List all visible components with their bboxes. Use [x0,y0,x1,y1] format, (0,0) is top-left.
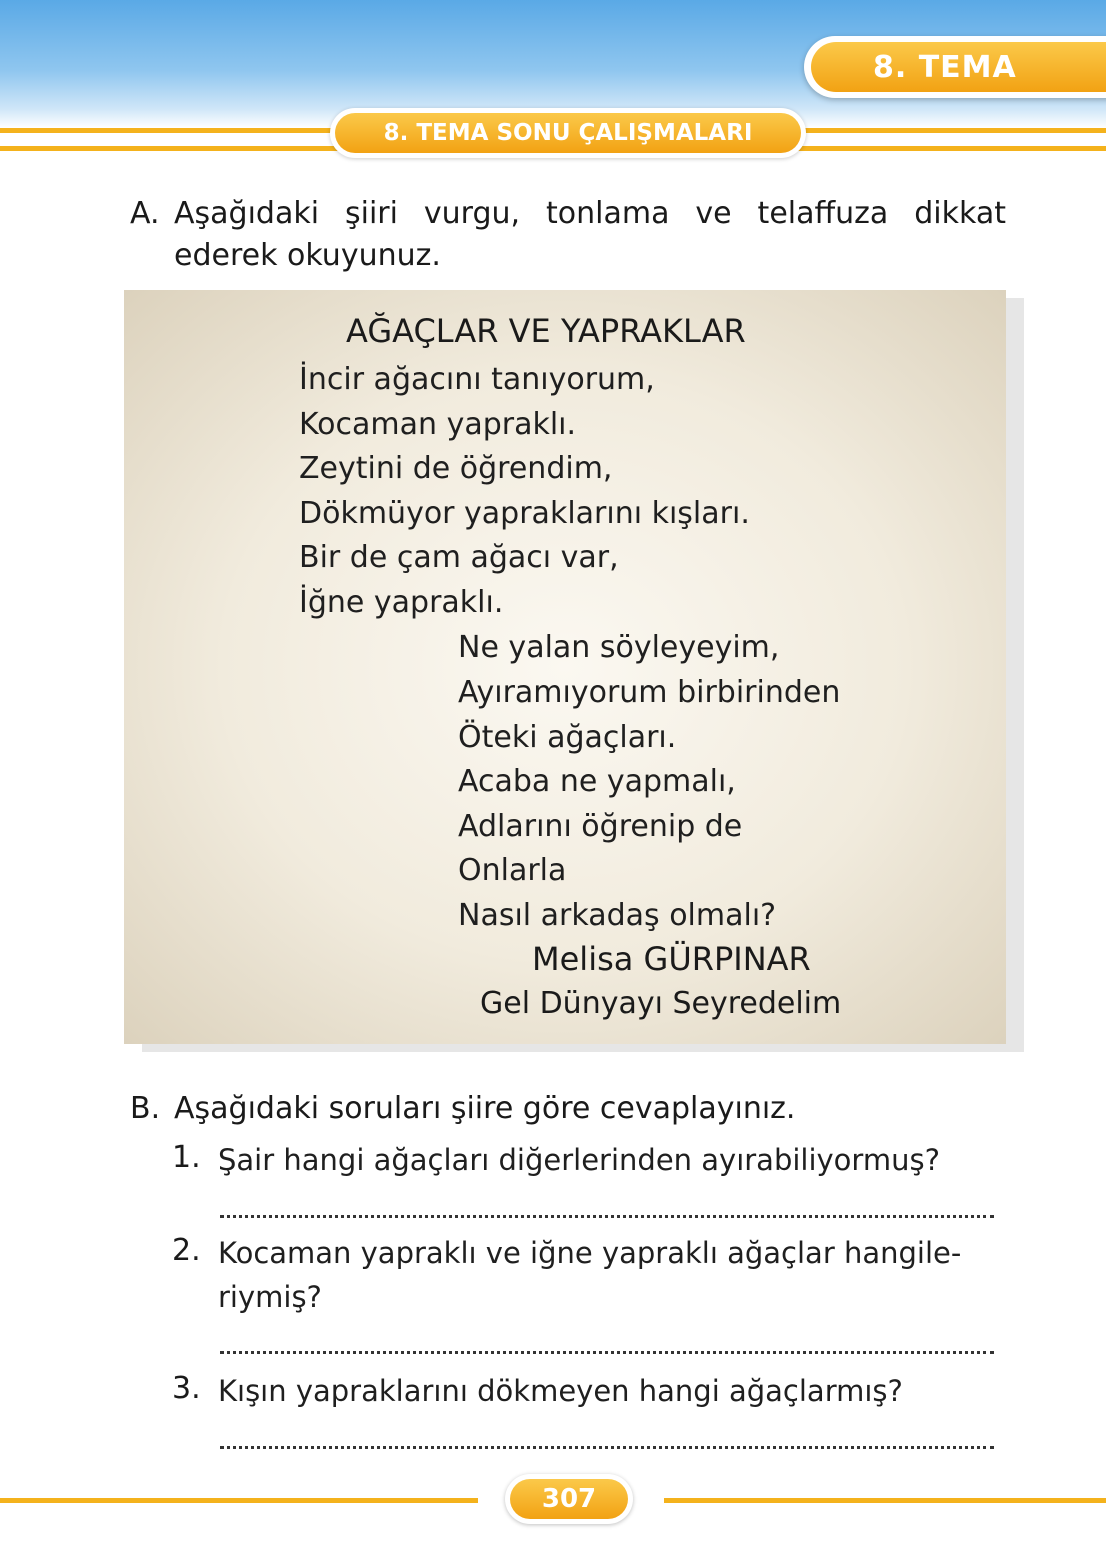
page-number: 307 [510,1479,628,1519]
poem-line: Bir de çam ağacı var, [299,540,619,575]
question-number: 2. [172,1233,201,1268]
answer-line[interactable] [220,1351,994,1354]
poem-line: Nasıl arkadaş olmalı? [458,898,777,933]
poem-line: Öteki ağaçları. [458,720,677,755]
instruction-b-text: Aşağıdaki soruları şiire göre cevaplayınız. [174,1091,796,1126]
question-text: Kışın yapraklarını dökmeyen hangi ağaçlarmış? [218,1374,903,1408]
theme-label: 8. TEMA [811,42,1106,92]
question-text: Kocaman yapraklı ve iğne yapraklı ağaçlar hangile- [218,1236,962,1270]
poem-author: Melisa GÜRPINAR [532,940,811,978]
instruction-b-letter: B. [130,1091,161,1126]
poem-line: Onlarla [458,853,567,888]
answer-line[interactable] [220,1215,994,1218]
answer-line[interactable] [220,1446,994,1449]
footer-divider-left [0,1498,478,1503]
section-title-badge [330,108,806,158]
question-number: 3. [172,1371,201,1406]
theme-badge [804,36,1106,98]
poem-line: Ayıramıyorum birbirinden [458,675,841,710]
poem-title: AĞAÇLAR VE YAPRAKLAR [346,312,746,350]
poem-line: İncir ağacını tanıyorum, [299,362,655,397]
question-text: Şair hangi ağaçları diğerlerinden ayırabiliyormuş? [218,1143,940,1177]
poem-line: Adlarını öğrenip de [458,809,743,844]
poem-line: Ne yalan söyleyeyim, [458,630,780,665]
instruction-a-letter: A. [130,196,160,231]
poem-card [124,290,1006,1044]
page-number-badge [505,1474,633,1524]
poem-line: İğne yapraklı. [299,585,504,620]
poem-line: Kocaman yapraklı. [299,407,577,442]
question-number: 1. [172,1140,201,1175]
poem-source: Gel Dünyayı Seyredelim [480,986,842,1021]
poem-line: Zeytini de öğrendim, [299,451,613,486]
instruction-a-text: Aşağıdaki şiiri vurgu, tonlama ve telaffuza dikkat ederek okuyunuz. [174,196,1006,273]
section-title: 8. TEMA SONU ÇALIŞMALARI [335,113,801,153]
poem-line: Dökmüyor yapraklarını kışları. [299,496,750,531]
poem-line: Acaba ne yapmalı, [458,764,736,799]
footer-divider-right [664,1498,1106,1503]
question-text-continued: riymiş? [218,1280,322,1314]
